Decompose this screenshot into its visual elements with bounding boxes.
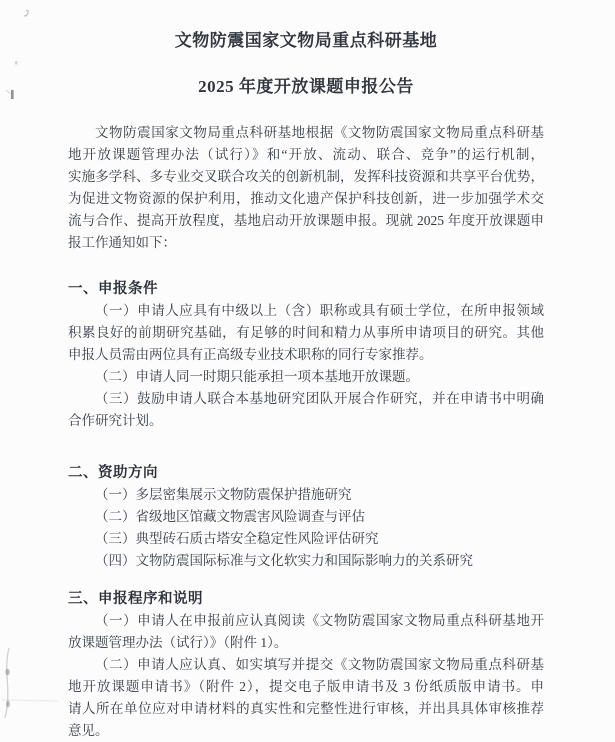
section-1-item-1 (68, 300, 544, 366)
text-line: 报工作通知如下： (68, 235, 176, 250)
scan-crease-left-edge (2, 648, 58, 718)
section-1-item-2 (68, 366, 544, 388)
text-line: （一）申请人应具有中级以上（含）职称或具有硕士学位，在所申报领域 (95, 303, 544, 318)
text-line: （一）申请人在申报前应认真阅读《文物防震国家文物局重点科研基地开 (95, 613, 544, 628)
section-2-heading: 二、资助方向 (68, 465, 158, 481)
text-line: （四）文物防震国际标准与文化软实力和国际影响力的关系研究 (95, 553, 473, 568)
section-2-item-1 (68, 484, 544, 506)
text-line: 实施多学科、多专业交叉联合攻关的创新机制，发挥科技资源和共享平台优势， (68, 169, 544, 184)
text-line: （三）典型砖石质古塔安全稳定性风险评估研究 (95, 531, 379, 546)
document-title-line1: 文物防震国家文物局重点科研基地 (174, 31, 438, 50)
section-1-item-3 (68, 388, 544, 432)
text-line: （一）多层密集展示文物防震保护措施研究 (95, 487, 352, 502)
text-line: 流与合作、提高开放程度，基地启动开放课题申报。现就 2025 年度开放课题申 (68, 213, 544, 228)
scan-speck-top (6, 10, 28, 99)
text-line: 请人所在单位应对申请材料的真实性和完整性进行审核，并出具具体审核推荐 (68, 701, 544, 716)
text-line: 意见。 (68, 723, 109, 738)
text-line: （二）申请人应认真、如实填写并提交《文物防震国家文物局重点科研基 (95, 657, 544, 672)
text-line: 申报人员需由两位具有正高级专业技术职称的同行专家推荐。 (68, 347, 433, 362)
section-2-item-2 (68, 506, 544, 528)
section-2-item-3 (68, 528, 544, 550)
document-title-line2: 2025 年度开放课题申报公告 (198, 77, 414, 96)
text-line: （三）鼓励申请人联合本基地研究团队开展合作研究，并在申请书中明确 (95, 391, 544, 406)
text-line: 为促进文物资源的保护利用，推动文化遗产保护科技创新，进一步加强学术交 (68, 191, 544, 206)
section-1-heading: 一、申报条件 (68, 281, 158, 297)
section-3-item-2 (68, 654, 544, 742)
section-3-item-1 (68, 610, 544, 654)
section-2-item-4 (68, 550, 544, 572)
text-line: 文物防震国家文物局重点科研基地根据《文物防震国家文物局重点科研基 (95, 125, 544, 140)
intro-paragraph (68, 122, 544, 254)
text-line: 积累良好的前期研究基础，有足够的时间和精力从事所申请项目的研究。其他 (68, 325, 544, 340)
section-3-heading: 三、申报程序和说明 (68, 591, 203, 607)
text-line: （二）申请人同一时期只能承担一项本基地开放课题。 (95, 369, 419, 384)
text-line: 地开放课题申请书》（附件 2），提交电子版申请书及 3 份纸质版申请书。申 (68, 679, 544, 694)
text-line: （二）省级地区馆藏文物震害风险调查与评估 (95, 509, 365, 524)
text-line: 放课题管理办法（试行）》（附件 1）。 (68, 635, 288, 650)
text-line: 合作研究计划。 (68, 413, 163, 428)
text-line: 地开放课题管理办法（试行）》和“开放、流动、联合、竞争”的运行机制， (68, 147, 544, 162)
